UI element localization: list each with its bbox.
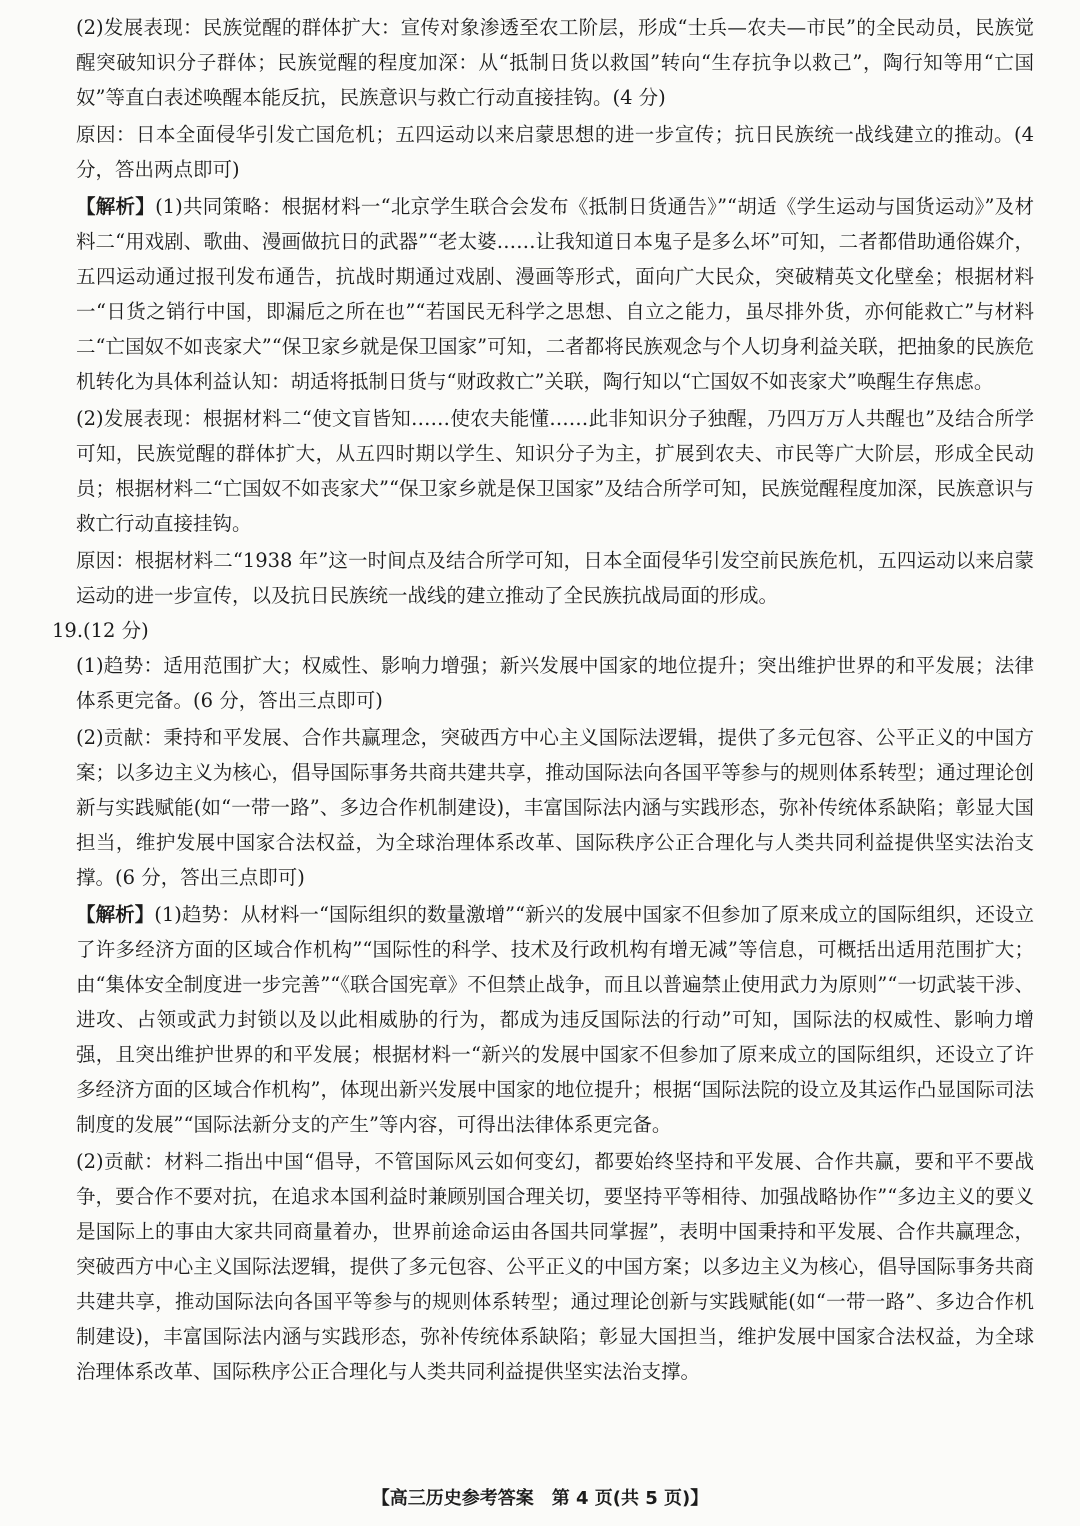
question-number-19: 19.(12 分) (52, 619, 149, 642)
analysis-paragraph-trend (76, 897, 1034, 1142)
analysis-paragraph-reasons: 原因：根据材料二“1938 年”这一时间点及结合所学可知，日本全面侵华引发空前民族危机，五四运动以来启蒙运动的进一步宣传，以及抗日民族统一战线的建立推动了全民族抗战局面的形成。 (76, 549, 1034, 607)
answer-paragraph-trend: (1)趋势：适用范围扩大；权威性、影响力增强；新兴发展中国家的地位提升；突出维护世界的和平发展；法律体系更完备。(6 分，答出三点即可) (76, 654, 1034, 712)
analysis-text: (1)趋势：从材料一“国际组织的数量激增”“新兴的发展中国家不但参加了原来成立的国际组织，还设立了许多经济方面的区域合作机构”“国际性的科学、技术及行政机构有增无减”等信息，可概括出适用范围扩大；由“集体安全制度进一步完善”“《联合国宪章》不但禁止战争，而且以普遍禁止使用武力为原则”“一切武装干涉、进攻、占领或武力封锁以及以此相威胁的行为，都成为违反国际法的行动”可知，国际法的权威性、影响力增强，且突出维护世界的和平发展；根据材料一“新兴的发展中国家不但参加了原来成立的国际组织，还设立了许多经济方面的区域合作机构”，体现出新兴发展中国家的地位提升；根据“国际法院的设立及其运作凸显国际司法制度的发展”“国际法新分支的产生”等内容，可得出法律体系更完备。 (76, 903, 1034, 1136)
analysis-label: 【解析】 (76, 195, 156, 218)
paragraph-development-performance: (2)发展表现：民族觉醒的群体扩大：宣传对象渗透至农工阶层，形成“士兵—农夫—市民”的全民动员，民族觉醒突破知识分子群体；民族觉醒的程度加深：从“抵制日货以救国”转向“生存抗争以救己”，陶行知等用“亡国奴”等直白表述唤醒本能反抗，民族意识与救亡行动直接挂钩。(4 分) (76, 16, 1034, 109)
analysis-paragraph-contribution: (2)贡献：材料二指出中国“倡导，不管国际风云如何变幻，都要始终坚持和平发展、合作共赢，要和平不要战争，要合作不要对抗，在追求本国利益时兼顾别国合理关切，要坚持平等相待、加强战略协作”“多边主义的要义是国际上的事由大家共同商量着办，世界前途命运由各国共同掌握”，表明中国秉持和平发展、合作共赢理念，突破西方中心主义国际法逻辑，提供了多元包容、公平正义的中国方案；以多边主义为核心，倡导国际事务共商共建共享，推动国际法向各国平等参与的规则体系转型；通过理论创新与实践赋能(如“一带一路”、多边合作机制建设)，丰富国际法内涵与实践形态，弥补传统体系缺陷；彰显大国担当，维护发展中国家合法权益，为全球治理体系改革、国际秩序公正合理化与人类共同利益提供坚实法治支撑。 (76, 1150, 1034, 1383)
page-footer: 【高三历史参考答案 第 4 页(共 5 页)】 (371, 1488, 709, 1509)
paragraph-reasons: 原因：日本全面侵华引发亡国危机；五四运动以来启蒙思想的进一步宣传；抗日民族统一战线建立的推动。(4 分，答出两点即可) (76, 123, 1034, 181)
analysis-label: 【解析】 (76, 903, 155, 926)
analysis-paragraph-development: (2)发展表现：根据材料二“使文盲皆知……使农夫能懂……此非知识分子独醒，乃四万万人共醒也”及结合所学可知，民族觉醒的群体扩大，从五四时期以学生、知识分子为主，扩展到农夫、市民等广大阶层，形成全民动员；根据材料二“亡国奴不如丧家犬”“保卫家乡就是保卫国家”及结合所学可知，民族觉醒程度加深，民族意识与救亡行动直接挂钩。 (76, 407, 1034, 535)
analysis-text: (1)共同策略：根据材料一“北京学生联合会发布《抵制日货通告》”“胡适《学生运动与国货运动》”及材料二“用戏剧、歌曲、漫画做抗日的武器”“老太婆……让我知道日本鬼子是多么坏”可知，二者都借助通俗媒介，五四运动通过报刊发布通告，抗战时期通过戏剧、漫画等形式，面向广大民众，突破精英文化壁垒；根据材料一“日货之销行中国，即漏卮之所在也”“若国民无科学之思想、自立之能力，虽尽排外货，亦何能救亡”与材料二“亡国奴不如丧家犬”“保卫家乡就是保卫国家”可知，二者都将民族观念与个人切身利益关联，把抽象的民族危机转化为具体利益认知：胡适将抵制日货与“财政救亡”关联，陶行知以“亡国奴不如丧家犬”唤醒生存焦虑。 (76, 195, 1034, 393)
answer-paragraph-contribution: (2)贡献：秉持和平发展、合作共赢理念，突破西方中心主义国际法逻辑，提供了多元包容、公平正义的中国方案；以多边主义为核心，倡导国际事务共商共建共享，推动国际法向各国平等参与的规则体系转型；通过理论创新与实践赋能(如“一带一路”、多边合作机制建设)，丰富国际法内涵与实践形态，弥补传统体系缺陷；彰显大国担当，维护发展中国家合法权益，为全球治理体系改革、国际秩序公正合理化与人类共同利益提供坚实法治支撑。(6 分，答出三点即可) (76, 726, 1034, 889)
analysis-paragraph-common-strategy (76, 189, 1034, 399)
